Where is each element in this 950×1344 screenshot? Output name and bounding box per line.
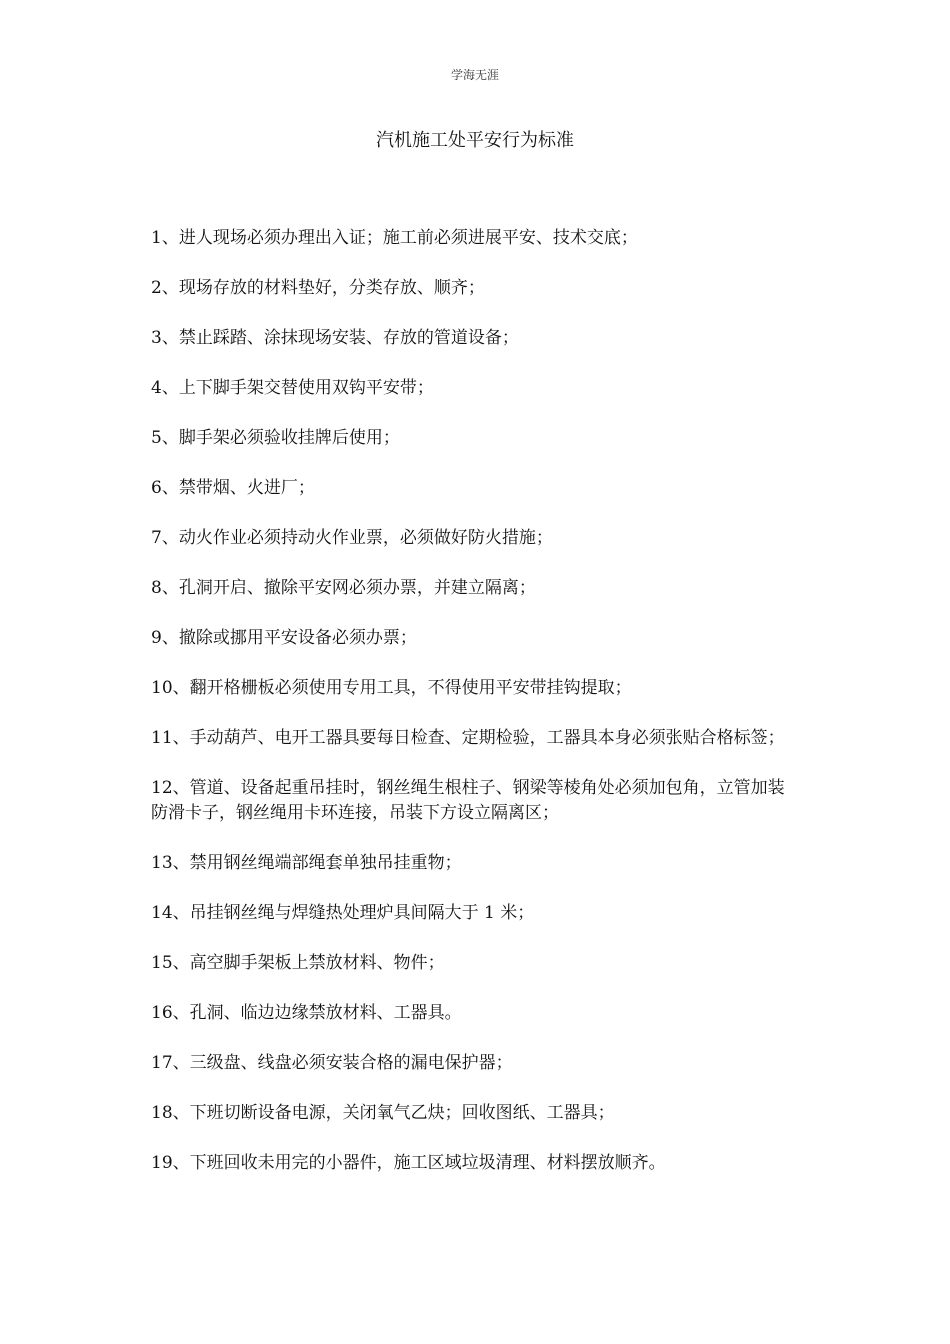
rule-item: 13、禁用钢丝绳端部绳套单独吊挂重物； — [151, 853, 462, 873]
rule-item: 16、孔洞、临边边缘禁放材料、工器具。 — [151, 1003, 462, 1023]
rule-item: 8、孔洞开启、撤除平安网必须办票，并建立隔离； — [151, 578, 536, 598]
rule-item: 4、上下脚手架交替使用双钩平安带； — [151, 378, 434, 398]
rule-item: 11、手动葫芦、电开工器具要每日检查、定期检验，工器具本身必须张贴合格标签； — [151, 728, 785, 748]
rule-item: 19、下班回收未用完的小器件，施工区域垃圾清理、材料摆放顺齐。 — [151, 1153, 666, 1173]
rule-item: 3、禁止踩踏、涂抹现场安装、存放的管道设备； — [151, 328, 519, 348]
rule-item: 7、动火作业必须持动火作业票，必须做好防火措施； — [151, 528, 553, 548]
rule-item: 15、高空脚手架板上禁放材料、物件； — [151, 953, 445, 973]
rule-item: 12、管道、设备起重吊挂时，钢丝绳生根柱子、钢梁等棱角处必须加包角，立管加装防滑卡子，钢丝绳用卡环连接，吊装下方设立隔离区； — [151, 778, 785, 823]
rule-item: 9、撤除或挪用平安设备必须办票； — [151, 628, 417, 648]
rule-item: 1、进人现场必须办理出入证；施工前必须进展平安、技术交底； — [151, 228, 638, 248]
rules-list — [151, 226, 791, 1201]
rule-item: 17、三级盘、线盘必须安装合格的漏电保护器； — [151, 1053, 513, 1073]
rule-item: 14、吊挂钢丝绳与焊缝热处理炉具间隔大于 1 米； — [151, 903, 535, 923]
rule-item: 6、禁带烟、火进厂； — [151, 478, 315, 498]
page-header: 学海无涯 — [450, 68, 499, 82]
rule-item: 18、下班切断设备电源，关闭氧气乙炔；回收图纸、工器具； — [151, 1103, 615, 1123]
rule-item: 2、现场存放的材料垫好，分类存放、顺齐； — [151, 278, 485, 298]
rule-item: 5、脚手架必须验收挂牌后使用； — [151, 428, 400, 448]
document-title: 汽机施工处平安行为标准 — [376, 130, 574, 151]
rule-item: 10、翻开格栅板必须使用专用工具，不得使用平安带挂钩提取； — [151, 678, 632, 698]
